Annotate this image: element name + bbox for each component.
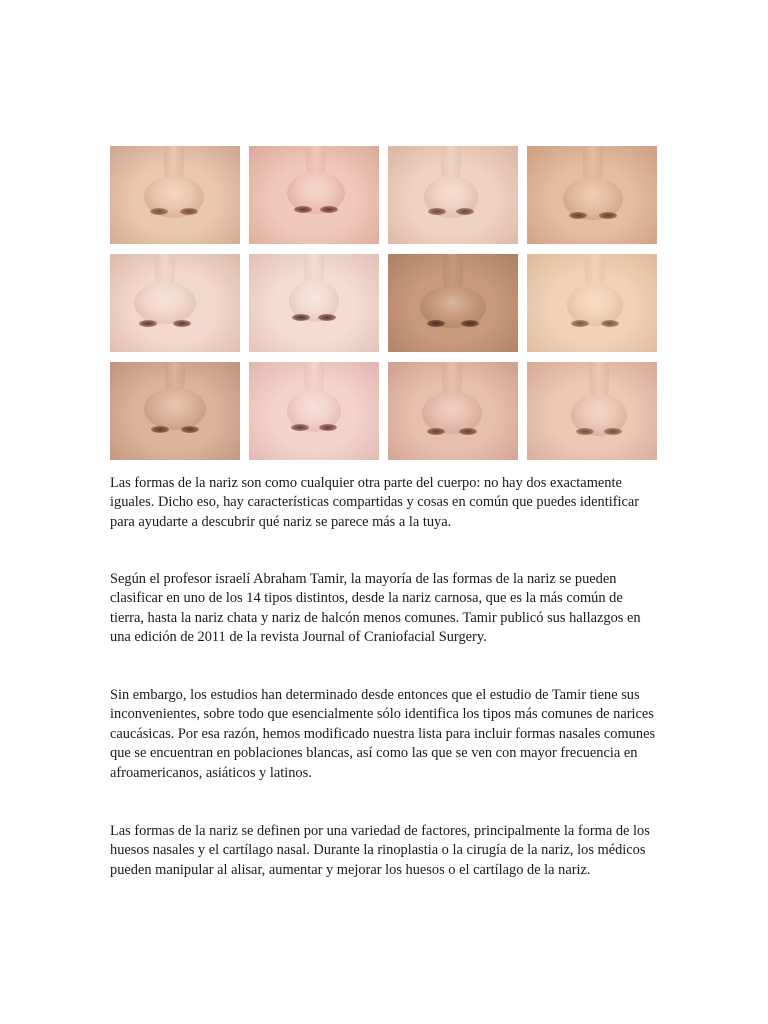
nose-photo-2 [249,146,379,244]
left-nostril [151,426,169,433]
nose-photo-10 [249,362,379,460]
left-nostril [576,428,594,435]
paragraph-study-limitations: Sin embargo, los estudios han determinado desde entonces que el estudio de Tamir tiene sus inconvenientes, sobre todo que esencialmente sólo identifica los tipos más comunes de narices caucásicas. Por esa razón, hemos modificado nuestra lista para incluir formas nasales comunes que se encuentran en poblaciones blancas, así como las que se ven con mayor frecuencia en afroamericanos, asiáticos y latinos. [110,687,656,781]
nose-photo-9 [110,362,240,460]
right-nostril [181,426,199,433]
left-nostril [150,208,168,215]
left-nostril [427,428,445,435]
left-nostril [292,314,310,321]
left-nostril [571,320,589,327]
left-nostril [569,212,587,219]
nose-tip [144,388,206,430]
right-nostril [456,208,474,215]
nose-photo-8 [527,254,657,352]
nose-photo-11 [388,362,518,460]
nose-photo-3 [388,146,518,244]
right-nostril [601,320,619,327]
nose-shapes-figure [110,146,658,460]
nose-photo-5 [110,254,240,352]
left-nostril [427,320,445,327]
right-nostril [320,206,338,213]
nose-tip [134,282,196,324]
right-nostril [604,428,622,435]
nose-photo-1 [110,146,240,244]
left-nostril [291,424,309,431]
right-nostril [173,320,191,327]
paragraph-tamir-study: Según el profesor israelí Abraham Tamir, la mayoría de las formas de la nariz se pueden clasificar en uno de los 14 tipos distintos, desde la nariz carnosa, que es la más común de tierra, hasta la nariz chata y nariz de halcón menos comunes. Tamir publicó sus hallazgos en una edición de 2011 de la revista Journal of Craniofacial Surgery. [110,571,641,646]
right-nostril [180,208,198,215]
right-nostril [459,428,477,435]
nose-photo-6 [249,254,379,352]
right-nostril [319,424,337,431]
left-nostril [428,208,446,215]
nose-photo-12 [527,362,657,460]
right-nostril [599,212,617,219]
right-nostril [461,320,479,327]
nose-photo-7 [388,254,518,352]
left-nostril [294,206,312,213]
right-nostril [318,314,336,321]
nose-photo-4 [527,146,657,244]
paragraph-nose-factors: Las formas de la nariz se definen por una variedad de factores, principalmente la forma de los huesos nasales y el cartílago nasal. Durante la rinoplastia o la cirugía de la nariz, los médicos pueden manipular al alisar, aumentar y mejorar los huesos o el cartílago de la nariz. [110,823,650,878]
paragraph-intro: Las formas de la nariz son como cualquier otra parte del cuerpo: no hay dos exactamente iguales. Dicho eso, hay características compartidas y cosas en común que puedes identificar para ayudarte a descubrir qué nariz se parece más a la tuya. [110,475,640,530]
left-nostril [139,320,157,327]
